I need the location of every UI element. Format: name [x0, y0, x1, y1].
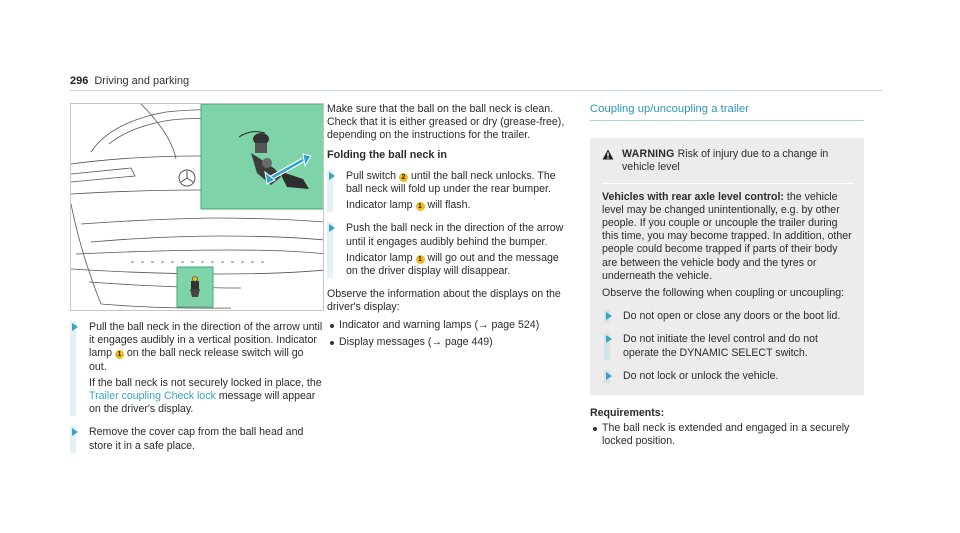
warning-lead: Vehicles with rear axle level control:	[602, 190, 784, 203]
warning-step	[604, 310, 854, 323]
chapter-title: Driving and parking	[94, 75, 190, 87]
step-text: If the ball neck is not securely locked in place, the	[89, 376, 322, 389]
step-text: Indicator lamp	[346, 251, 413, 264]
step-text: Indicator lamp	[346, 199, 413, 212]
warning-label: WARNING	[622, 148, 675, 161]
step-text: until the ball neck unlocks. The ball neck will fold up under the rear bumper.	[346, 169, 556, 196]
step-text: Remove the cover cap from the ball head and store it in a safe place.	[89, 426, 304, 452]
instruction-step	[70, 426, 324, 452]
requirement-item: The ball neck is extended and engaged in a securely locked position.	[590, 422, 880, 448]
intro-paragraph: Make sure that the ball on the ball neck is clean. Check that it is either greased or dry (grease-free), depending on the instructions for the trailer.	[327, 103, 565, 142]
page-number: 296	[70, 75, 89, 87]
callout-badge: 1	[416, 202, 425, 211]
observe-paragraph: Observe the information about the displays on the driver's display:	[327, 288, 561, 314]
step-text: Pull switch	[346, 169, 397, 182]
step-text: Do not open or close any doors or the boot lid.	[623, 310, 841, 323]
callout-badge: 1	[416, 255, 425, 264]
step-arrow-icon	[329, 172, 335, 180]
step-text: Do not initiate the level control and do not operate the DYNAMIC SELECT switch.	[623, 333, 818, 359]
step-arrow-icon	[606, 335, 612, 343]
step-text: Pull the ball neck in the direction of the arrow until it engages audibly in a vertical position. Indicator lamp	[89, 321, 323, 360]
warning-step	[604, 333, 854, 359]
warning-observe: Observe the following when coupling or uncoupling:	[602, 287, 845, 300]
instruction-step	[327, 222, 569, 278]
step-text: Push the ball neck in the direction of the arrow until it engages audibly behind the bumper.	[346, 222, 564, 248]
step-text: on the ball neck release switch will go out.	[89, 347, 304, 373]
reference-list	[327, 319, 569, 349]
column-right	[590, 103, 880, 453]
illustration-figure	[70, 103, 324, 311]
warning-box	[590, 138, 864, 395]
requirements-list	[590, 422, 880, 448]
page-header	[70, 75, 882, 88]
car-rear-view-illustration	[71, 104, 324, 311]
requirements-title: Requirements:	[590, 407, 665, 420]
warning-summary: Risk of injury due to a change in vehicle level	[622, 148, 829, 174]
step-text: will go out and the message on the driver display will disappear.	[346, 251, 559, 278]
step-arrow-icon	[72, 323, 78, 331]
header-divider	[70, 90, 882, 91]
step-arrow-icon	[606, 312, 612, 320]
step-text: message will appear on the driver's display.	[89, 390, 316, 416]
column-left	[70, 321, 324, 463]
warning-body: the vehicle level may be changed unintentionally, e.g. by other people. If you couple or uncouple the trailer during this time, you may become trapped. In addition, other people could become trapped if parts of their body are between the vehicle body and the tyres or underneath the vehicle.	[602, 190, 852, 282]
callout-badge: 1	[115, 350, 124, 359]
step-arrow-icon	[329, 224, 335, 232]
instruction-step	[327, 170, 569, 213]
page-reference-link[interactable]: Indicator and warning lamps (→ page 524)	[327, 319, 569, 332]
instruction-step	[70, 321, 324, 416]
warning-triangle-icon	[602, 149, 614, 160]
warning-step	[604, 370, 854, 383]
step-text: will flash.	[427, 199, 471, 212]
page-reference-link[interactable]: Display messages (→ page 449)	[327, 336, 569, 349]
step-arrow-icon	[606, 372, 612, 380]
display-message-text: Trailer coupling Check lock	[89, 390, 216, 403]
column-middle	[327, 103, 569, 353]
step-arrow-icon	[72, 428, 78, 436]
section-subheading: Folding the ball neck in	[327, 148, 447, 161]
step-text: Do not lock or unlock the vehicle.	[623, 369, 779, 382]
callout-badge: 2	[399, 173, 408, 182]
section-title: Coupling up/uncoupling a trailer	[590, 103, 864, 121]
